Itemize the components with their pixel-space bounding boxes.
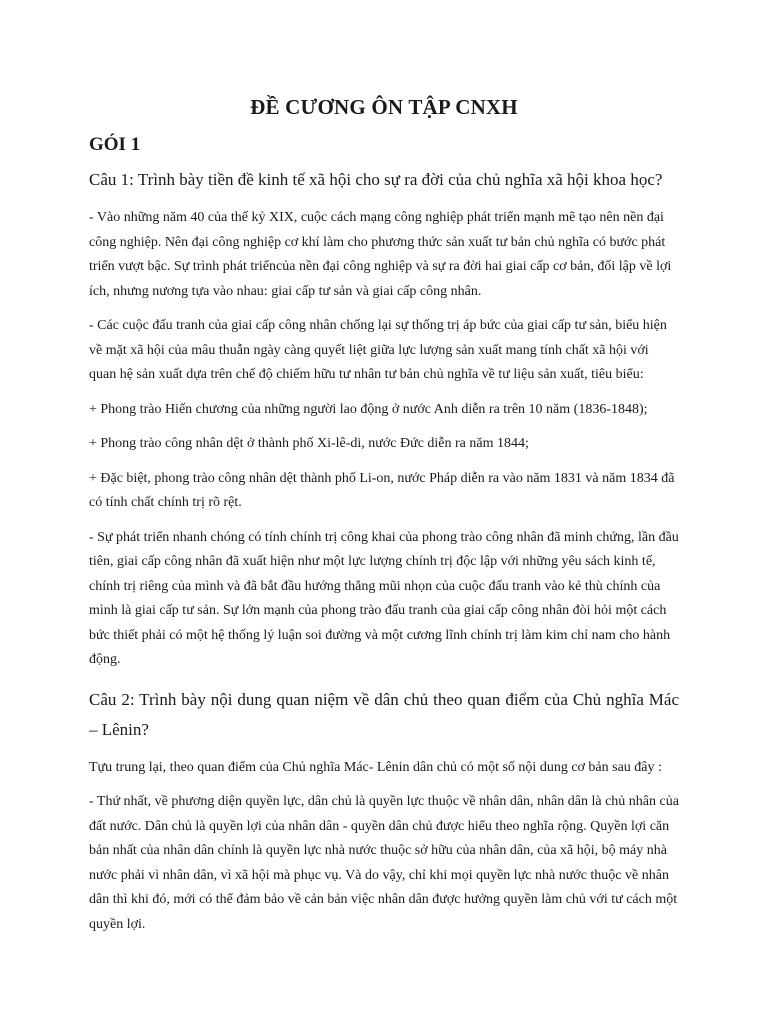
- question-1: Câu 1: Trình bày tiền đề kinh tế xã hội cho sự ra đời của chủ nghĩa xã hội khoa học?: [89, 170, 663, 189]
- q1-paragraph-1: - Vào những năm 40 của thế kỷ XIX, cuộc cách mạng công nghiệp phát triển mạnh mẽ tạo nên nền đại công nghiệp. Nên đại công nghiệp cơ khí làm cho phương thức sản xuất tư bản chủ nghĩa có bước phát triển vượt bậc. Sự trình phát triểncủa nền đại công nghiệp và sự ra đời hai giai cấp cơ bản, đối lập về lợi ích, nhưng nương tựa vào nhau: giai cấp tư sản và giai cấp công nhân.: [89, 210, 672, 299]
- q1-paragraph-2: - Các cuộc đấu tranh của giai cấp công nhân chống lại sự thống trị áp bức của giai cấp tư sản, biểu hiện về mặt xã hội của mâu thuẫn ngày càng quyết liệt giữa lực lượng sản xuất mang tính chất xã hội với quan hệ sản xuất dựa trên chế độ chiếm hữu tư nhân tư bản chủ nghĩa về tư liệu sản xuất, tiêu biểu:: [89, 318, 667, 382]
- document-page: [89, 92, 679, 937]
- question-2: Câu 2: Trình bày nội dung quan niệm về dân chủ theo quan điểm của Chủ nghĩa Mác – Lênin?: [89, 689, 679, 739]
- q2-paragraph-2: - Thứ nhất, về phương diện quyền lực, dân chủ là quyền lực thuộc về nhân dân, nhân dân là chủ nhân của đất nước. Dân chủ là quyền lợi của nhân dân - quyền dân chủ được hiểu theo nghĩa rộng. Quyền lợi căn bản nhất của nhân dân chính là quyền lực nhà nước thuộc sở hữu của nhân dân, của xã hội, bộ máy nhà nước phải vì nhân dân, vì xã hội mà phục vụ. Và do vậy, chỉ khi mọi quyền lực nhà nước thuộc về nhân dân thì khi đó, mới có thể đảm bảo về cản bản việc nhân dân được hưởng quyền làm chủ với tư cách một quyền lợi.: [89, 794, 679, 932]
- q2-paragraph-1: Tựu trung lại, theo quan điểm của Chủ nghĩa Mác- Lênin dân chủ có một số nội dung cơ bản sau đây :: [89, 759, 662, 775]
- q1-paragraph-5: + Đặc biệt, phong trào công nhân dệt thành phố Li-on, nước Pháp diễn ra vào năm 1831 và năm 1834 đã có tính chất chính trị rõ rệt.: [89, 470, 675, 510]
- q1-paragraph-3: + Phong trào Hiến chương của những người lao động ở nước Anh diễn ra trên 10 năm (1836-1848);: [89, 401, 648, 417]
- q1-paragraph-6: - Sự phát triển nhanh chóng có tính chính trị công khai của phong trào công nhân đã minh chứng, lần đầu tiên, giai cấp công nhân đã xuất hiện như một lực lượng chính trị độc lập với những yêu sách kinh tế, chính trị riêng của mình và đã bắt đầu hướng thẳng mũi nhọn của cuộc đấu tranh vào kẻ thù chính của mình là giai cấp tư sản. Sự lớn mạnh của phong trào đấu tranh của giai cấp công nhân đòi hỏi một cách bức thiết phải có một hệ thống lý luận soi đường và một cương lĩnh chính trị làm kim chỉ nam cho hành động.: [89, 529, 679, 667]
- q1-paragraph-4: + Phong trào công nhân dệt ở thành phố Xi-lê-di, nước Đức diễn ra năm 1844;: [89, 436, 529, 451]
- section-heading: GÓI 1: [89, 134, 141, 155]
- document-title: ĐỀ CƯƠNG ÔN TẬP CNXH: [250, 95, 518, 119]
